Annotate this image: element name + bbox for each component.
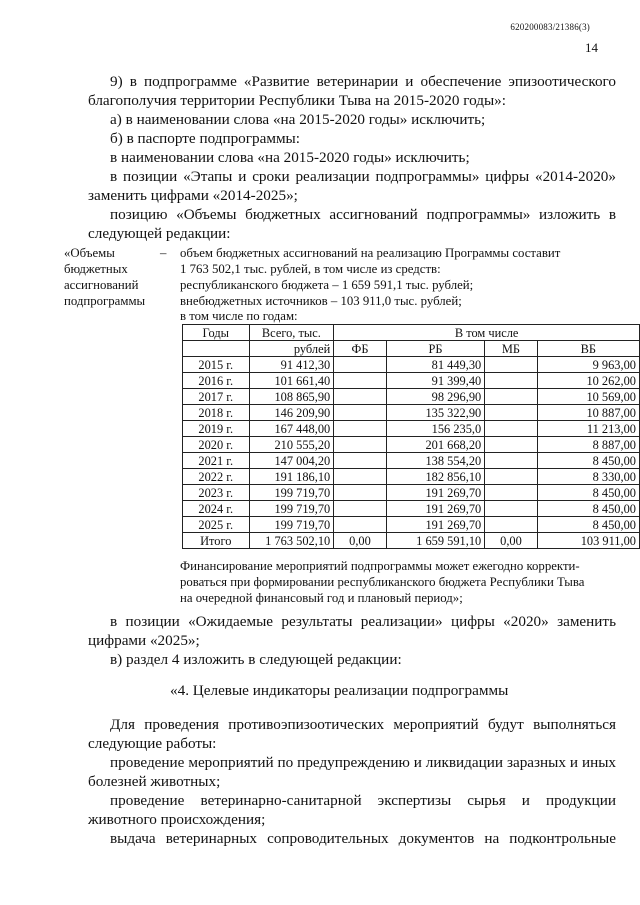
- cell-vb: 8 450,00: [537, 517, 639, 533]
- cell-total: 108 865,90: [249, 389, 334, 405]
- cell-vb: 103 911,00: [537, 533, 639, 549]
- cell-fb: [334, 437, 387, 453]
- table-row: [183, 357, 640, 373]
- cell-vb: 10 887,00: [537, 405, 639, 421]
- cell-vb: 9 963,00: [537, 357, 639, 373]
- table-row: [183, 373, 640, 389]
- cell-year: 2021 г.: [183, 453, 250, 469]
- document-number: 620200083/21386(3): [510, 22, 590, 32]
- cell-year: 2017 г.: [183, 389, 250, 405]
- passport-label-line: «Объемы: [64, 246, 115, 260]
- header-including: В том числе: [334, 325, 640, 341]
- financing-note-line: Финансирование мероприятий подпрограммы может ежегодно корректи-: [180, 559, 580, 573]
- cell-rb: 182 856,10: [386, 469, 484, 485]
- budget-table: [182, 324, 640, 549]
- intro-line-2: благополучия территории Республики Тыва на 2015-2020 годы»:: [88, 92, 506, 109]
- cell-rb: 191 269,70: [386, 501, 484, 517]
- cell-year: 2019 г.: [183, 421, 250, 437]
- cell-vb: 10 262,00: [537, 373, 639, 389]
- closing-line-1: Для проведения противоэпизоотических мероприятий будут выполняться: [110, 716, 616, 733]
- cell-total: 101 661,40: [249, 373, 334, 389]
- cell-total: 199 719,70: [249, 485, 334, 501]
- section-heading: «4. Целевые индикаторы реализации подпрограммы: [170, 682, 509, 699]
- cell-year: 2018 г.: [183, 405, 250, 421]
- cell-total: 147 004,20: [249, 453, 334, 469]
- closing-line-2: следующие работы:: [88, 735, 217, 752]
- page-number: 14: [585, 40, 598, 55]
- cell-fb: 0,00: [334, 533, 387, 549]
- cell-fb: [334, 373, 387, 389]
- passport-label-line: бюджетных: [64, 262, 128, 276]
- cell-mb: [485, 453, 538, 469]
- cell-fb: [334, 517, 387, 533]
- cell-year: Итого: [183, 533, 250, 549]
- intro-line-5: в наименовании слова «на 2015-2020 годы» исключить;: [110, 149, 470, 166]
- cell-mb: [485, 389, 538, 405]
- passport-text-line: республиканского бюджета – 1 659 591,1 тыс. рублей;: [180, 278, 474, 292]
- table-row: [183, 421, 640, 437]
- passport-text-line: 1 763 502,1 тыс. рублей, в том числе из средств:: [180, 262, 441, 276]
- cell-fb: [334, 453, 387, 469]
- header-mb: МБ: [485, 341, 538, 357]
- table-row: [183, 469, 640, 485]
- middle-line-2: цифрами «2025»;: [88, 632, 200, 649]
- cell-rb: 191 269,70: [386, 517, 484, 533]
- cell-year: 2025 г.: [183, 517, 250, 533]
- cell-mb: [485, 405, 538, 421]
- header-total-bottom: рублей: [249, 341, 334, 357]
- passport-label-line: подпрограммы: [64, 294, 146, 308]
- passport-text-line: объем бюджетных ассигнований на реализацию Программы составит: [180, 246, 561, 260]
- intro-line-6: в позиции «Этапы и сроки реализации подпрограммы» цифры «2014-2020»: [110, 168, 616, 185]
- intro-line-7: заменить цифрами «2014-2025»;: [88, 187, 298, 204]
- cell-total: 91 412,30: [249, 357, 334, 373]
- cell-fb: [334, 389, 387, 405]
- cell-total: 210 555,20: [249, 437, 334, 453]
- cell-year: 2016 г.: [183, 373, 250, 389]
- financing-note-line: роваться при формировании республиканского бюджета Республики Тыва: [180, 575, 585, 589]
- cell-vb: 8 330,00: [537, 469, 639, 485]
- cell-rb: 201 668,20: [386, 437, 484, 453]
- intro-line-4: б) в паспорте подпрограммы:: [110, 130, 300, 147]
- cell-rb: 191 269,70: [386, 485, 484, 501]
- cell-mb: 0,00: [485, 533, 538, 549]
- table-row: [183, 389, 640, 405]
- financing-note-line: на очередной финансовый год и плановый период»;: [180, 591, 463, 605]
- cell-fb: [334, 357, 387, 373]
- intro-line-1: 9) в подпрограмме «Развитие ветеринарии и обеспечение эпизоотического: [110, 73, 616, 90]
- table-row: [183, 405, 640, 421]
- middle-line-3: в) раздел 4 изложить в следующей редакции:: [110, 651, 402, 668]
- cell-fb: [334, 421, 387, 437]
- cell-year: 2023 г.: [183, 485, 250, 501]
- cell-vb: 8 450,00: [537, 501, 639, 517]
- cell-mb: [485, 437, 538, 453]
- cell-year: 2022 г.: [183, 469, 250, 485]
- cell-total: 1 763 502,10: [249, 533, 334, 549]
- table-row: [183, 453, 640, 469]
- cell-rb: 135 322,90: [386, 405, 484, 421]
- passport-text-line: в том числе по годам:: [180, 309, 298, 323]
- header-rb: РБ: [386, 341, 484, 357]
- cell-total: 191 186,10: [249, 469, 334, 485]
- cell-vb: 8 450,00: [537, 453, 639, 469]
- cell-fb: [334, 501, 387, 517]
- financing-note: [180, 558, 600, 606]
- cell-vb: 8 887,00: [537, 437, 639, 453]
- header-years: Годы: [183, 325, 250, 341]
- header-fb: ФБ: [334, 341, 387, 357]
- cell-mb: [485, 373, 538, 389]
- cell-fb: [334, 485, 387, 501]
- middle-line-1: в позиции «Ожидаемые результаты реализации» цифры «2020» заменить: [110, 613, 616, 630]
- cell-total: 167 448,00: [249, 421, 334, 437]
- passport-text-line: внебюджетных источников – 103 911,0 тыс. рублей;: [180, 294, 462, 308]
- table-row: [183, 501, 640, 517]
- cell-rb: 138 554,20: [386, 453, 484, 469]
- cell-mb: [485, 469, 538, 485]
- intro-line-9: следующей редакции:: [88, 225, 231, 242]
- passport-label: [64, 245, 167, 309]
- closing-line-4: болезней животных;: [88, 773, 221, 790]
- cell-vb: 10 569,00: [537, 389, 639, 405]
- intro-line-8: позицию «Объемы бюджетных ассигнований подпрограммы» изложить в: [110, 206, 616, 223]
- cell-rb: 156 235,0: [386, 421, 484, 437]
- table-row: [183, 485, 640, 501]
- passport-dash: –: [160, 246, 167, 260]
- cell-fb: [334, 469, 387, 485]
- cell-year: 2020 г.: [183, 437, 250, 453]
- header-years-empty: [183, 341, 250, 357]
- cell-year: 2024 г.: [183, 501, 250, 517]
- cell-rb: 1 659 591,10: [386, 533, 484, 549]
- intro-line-3: а) в наименовании слова «на 2015-2020 годы» исключить;: [110, 111, 486, 128]
- cell-total: 199 719,70: [249, 501, 334, 517]
- cell-mb: [485, 517, 538, 533]
- passport-label-line: ассигнований: [64, 278, 139, 292]
- cell-rb: 98 296,90: [386, 389, 484, 405]
- cell-total: 146 209,90: [249, 405, 334, 421]
- cell-vb: 11 213,00: [537, 421, 639, 437]
- cell-rb: 81 449,30: [386, 357, 484, 373]
- cell-vb: 8 450,00: [537, 485, 639, 501]
- cell-mb: [485, 501, 538, 517]
- table-row: [183, 533, 640, 549]
- cell-rb: 91 399,40: [386, 373, 484, 389]
- cell-mb: [485, 485, 538, 501]
- closing-line-3: проведение мероприятий по предупреждению и ликвидации заразных и иных: [110, 754, 616, 771]
- cell-total: 199 719,70: [249, 517, 334, 533]
- closing-line-7: выдача ветеринарных сопроводительных документов на подконтрольные: [110, 830, 616, 847]
- cell-mb: [485, 421, 538, 437]
- closing-line-5: проведение ветеринарно-санитарной экспертизы сырья и продукции: [110, 792, 616, 809]
- cell-mb: [485, 357, 538, 373]
- closing-line-6: животного происхождения;: [88, 811, 266, 828]
- header-vb: ВБ: [537, 341, 639, 357]
- table-row: [183, 437, 640, 453]
- cell-fb: [334, 405, 387, 421]
- header-total-top: Всего, тыс.: [249, 325, 334, 341]
- budget-table-body: [183, 357, 640, 549]
- table-row: [183, 517, 640, 533]
- cell-year: 2015 г.: [183, 357, 250, 373]
